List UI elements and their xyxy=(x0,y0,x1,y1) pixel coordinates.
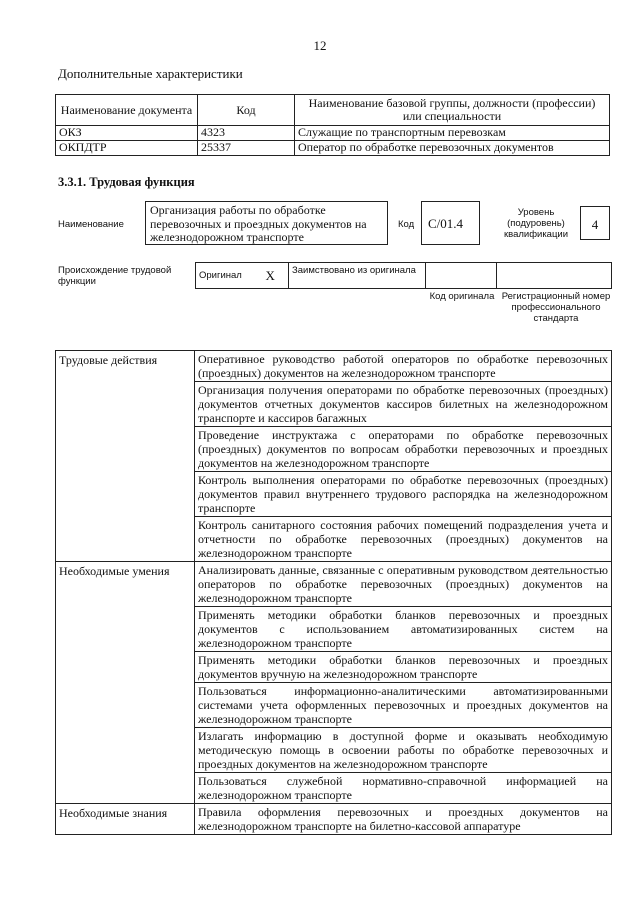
function-code-label: Код xyxy=(398,219,415,230)
origin-table xyxy=(195,262,612,289)
table-row xyxy=(56,351,612,382)
labor-actions-label: Трудовые действия xyxy=(56,351,195,562)
cell-doc: ОКПДТР xyxy=(56,141,198,156)
reg-number-cell xyxy=(497,263,612,289)
page-number: 12 xyxy=(313,38,327,53)
borrowed-label: Заимствовано из оригинала xyxy=(289,263,426,289)
header-group-name: Наименование базовой группы, должности (профессии) или специальности xyxy=(295,95,610,126)
cell-code: 4323 xyxy=(198,126,295,141)
code-original-cell xyxy=(426,263,497,289)
section-title: 3.3.1. Трудовая функция xyxy=(58,175,195,189)
table-header-row xyxy=(56,95,610,126)
function-name-box: Организация работы по обработке перевозочных и проездных документов на железнодорожном транспорте xyxy=(145,201,388,245)
list-item: Применять методики обработки бланков перевозочных и проездных документов вручную на железнодорожном транспорте xyxy=(195,652,612,683)
table-row xyxy=(56,804,612,835)
qualification-level-box: 4 xyxy=(580,206,610,240)
list-item: Анализировать данные, связанные с оперативным руководством деятельностью операторов по обработке перевозочных (проездных) документов на железнодорожном транспорте xyxy=(195,562,612,607)
table-row xyxy=(56,141,610,156)
list-item: Контроль выполнения операторами по обработке перевозочных (проездных) документов правил внутреннего трудового распорядка на железнодорожном транспорте xyxy=(195,472,612,517)
cell-doc: ОКЗ xyxy=(56,126,198,141)
qualification-level-label: Уровень (подуровень) квалификации xyxy=(503,207,569,240)
required-knowledge-label: Необходимые знания xyxy=(56,804,195,835)
labor-function-table xyxy=(55,350,612,835)
list-item: Излагать информацию в доступной форме и оказывать необходимую методическую помощь в освоении работы по обработке перевозочных и проездных документов на железнодорожном транспорте xyxy=(195,728,612,773)
list-item: Организация получения операторами по обработке перевозочных (проездных) документов отчетных документов кассиров билетных на железнодорожном транспорте и кассиров багажных xyxy=(195,382,612,427)
origin-label: Происхождение трудовой функции xyxy=(58,265,172,287)
list-item: Пользоваться служебной нормативно-справочной информацией на железнодорожном транспорте xyxy=(195,773,612,804)
list-item: Пользоваться информационно-аналитическими автоматизированными системами учета оформленных перевозочных и проездных документов на железнодорожном транспорте xyxy=(195,683,612,728)
additional-characteristics-heading: Дополнительные характеристики xyxy=(58,66,243,81)
list-item: Оперативное руководство работой операторов по обработке перевозочных (проездных) документов на железнодорожном транспорте xyxy=(195,351,612,382)
cell-code: 25337 xyxy=(198,141,295,156)
cell-name: Служащие по транспортным перевозкам xyxy=(295,126,610,141)
function-code-box: С/01.4 xyxy=(421,201,480,245)
table-row xyxy=(56,126,610,141)
list-item: Проведение инструктажа с операторами по обработке перевозочных (проездных) документов по вопросам обработки перевозочных и проездных документов на железнодорожном транспорте xyxy=(195,427,612,472)
required-skills-label: Необходимые умения xyxy=(56,562,195,804)
list-item: Контроль санитарного состояния рабочих помещений подразделения учета и отчетности по обработке перевозочных (проездных) документов на железнодорожном транспорте xyxy=(195,517,612,562)
list-item: Применять методики обработки бланков перевозочных и проездных документов с использованием автоматизированных систем на железнодорожном транспорте xyxy=(195,607,612,652)
table-row xyxy=(56,562,612,607)
header-doc-name: Наименование документа xyxy=(56,95,198,126)
original-mark: X xyxy=(253,263,289,289)
reg-number-label: Регистрационный номер профессионального стандарта xyxy=(501,291,611,324)
original-label: Оригинал xyxy=(196,263,253,289)
additional-characteristics-table xyxy=(55,94,610,156)
cell-name: Оператор по обработке перевозочных документов xyxy=(295,141,610,156)
function-name-label: Наименование xyxy=(58,219,124,230)
list-item: Правила оформления перевозочных и проездных документов на железнодорожном транспорте на билетно-кассовой аппаратуре xyxy=(195,804,612,835)
code-original-label: Код оригинала xyxy=(429,291,495,302)
header-code: Код xyxy=(198,95,295,126)
